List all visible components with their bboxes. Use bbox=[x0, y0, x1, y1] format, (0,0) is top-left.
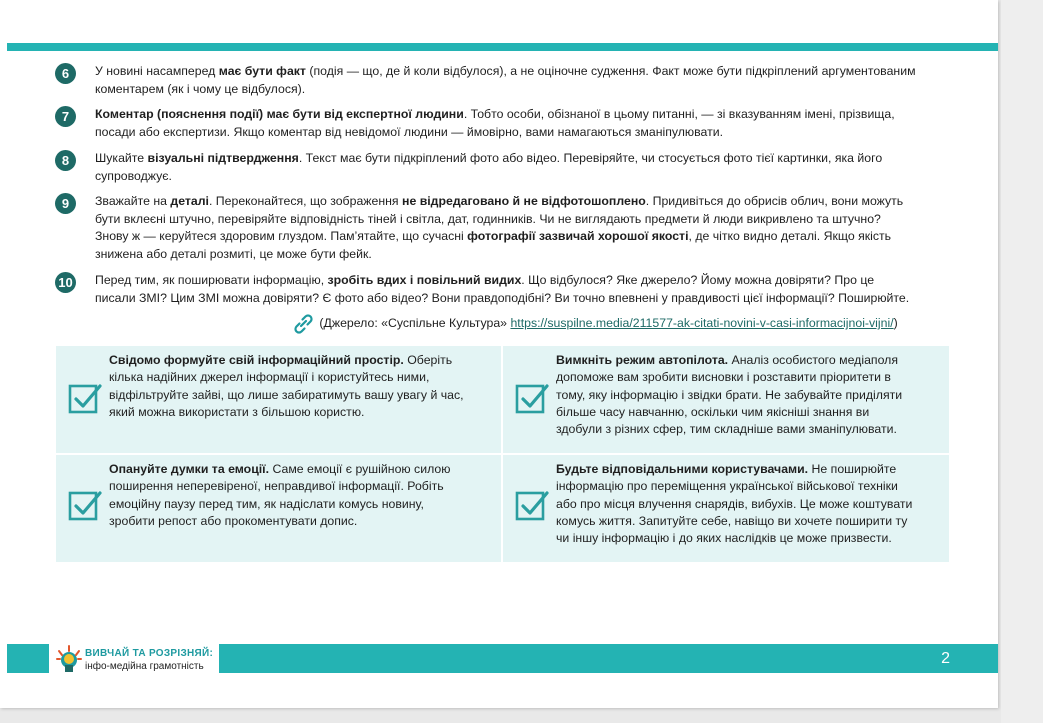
source-link[interactable]: https://suspilne.media/211577-ak-citati-novini-v-casi-informacijnoi-vijni/ bbox=[510, 316, 894, 330]
item-text bbox=[95, 63, 950, 98]
tip-card-responsible-users bbox=[503, 455, 949, 562]
number-badge: 9 bbox=[55, 193, 76, 214]
tip-line-text: більше часу навчанню, оскільки чим якісніші знання ви bbox=[556, 404, 870, 419]
tip-card-emotions bbox=[56, 455, 501, 562]
tip-line-text: Оберіть bbox=[403, 353, 453, 367]
logo-subtitle: інфо-медійна грамотність bbox=[85, 661, 204, 672]
bold-text: візуальні підтвердження bbox=[147, 151, 299, 165]
text-segment: . Тобто особи, обізнаної в цьому питанні, — зі вказуванням імені, прізвища, bbox=[463, 107, 895, 121]
tip-text bbox=[109, 461, 487, 530]
link-icon bbox=[290, 313, 316, 335]
text-segment: Перед тим, як поширювати інформацію, bbox=[95, 273, 328, 287]
item-text bbox=[95, 150, 950, 185]
tip-line bbox=[109, 387, 487, 404]
number-badge: 7 bbox=[55, 106, 76, 127]
text-line bbox=[95, 81, 950, 99]
checkbox-icon bbox=[513, 487, 551, 525]
tip-text bbox=[109, 352, 487, 421]
tip-line-text: емоційну паузу перед тим, як надіслати комусь новину, bbox=[109, 496, 424, 511]
tip-line bbox=[556, 387, 935, 404]
tip-line bbox=[109, 478, 487, 495]
source-prefix: (Джерело: «Суспільне Культура» bbox=[319, 316, 511, 330]
tip-title: Будьте відповідальними користувачами. bbox=[556, 462, 809, 476]
logo-icon bbox=[56, 645, 82, 673]
tip-line bbox=[556, 369, 935, 386]
text-line bbox=[95, 290, 950, 308]
bold-text: зробіть вдих і повільний видих bbox=[327, 273, 522, 287]
text-segment: Зважайте на bbox=[95, 194, 171, 208]
tip-text bbox=[556, 461, 935, 547]
tip-line-text: який можна використати з більшою користю. bbox=[109, 404, 365, 419]
footer-bar-left bbox=[7, 644, 49, 673]
source-citation bbox=[290, 312, 950, 334]
bold-text: фотографії зазвичай хорошої якості bbox=[467, 229, 689, 243]
viewer-background-strip bbox=[1001, 0, 1043, 723]
tip-line bbox=[556, 404, 935, 421]
text-segment: . Текст має бути підкріплений фото або відео. Перевіряйте, чи стосується фото тієї картинки, яка його bbox=[298, 151, 883, 165]
tip-line bbox=[556, 421, 935, 438]
bold-text: Коментар (пояснення події) має бути від експертної людини bbox=[95, 107, 464, 121]
checkbox-icon bbox=[513, 380, 551, 418]
tip-title: Вимкніть режим автопілота. bbox=[556, 353, 729, 367]
tip-title: Свідомо формуйте свій інформаційний простір. bbox=[109, 353, 404, 367]
tip-line-text: допоможе вам зробити висновки і розставити пріоритети в bbox=[556, 370, 891, 385]
text-line bbox=[95, 168, 950, 186]
text-segment: , де чітко видно деталі. Якщо якість bbox=[688, 229, 892, 243]
item-text bbox=[95, 193, 950, 263]
text-segment: (подія — що, де й коли відбулося), а не оціночне судження. Факт може бути підкріплений аргументованим bbox=[305, 64, 916, 78]
tip-title: Опануйте думки та емоції. bbox=[109, 462, 270, 476]
tip-line bbox=[109, 404, 487, 421]
text-segment: . Переконайтеся, що зображення bbox=[208, 194, 403, 208]
bold-text: має бути факт bbox=[218, 64, 306, 78]
tip-text bbox=[556, 352, 935, 438]
tip-line-text: тому, яку інформацію і звідки брати. Не забувайте приділяти bbox=[556, 387, 903, 402]
text-line bbox=[95, 246, 950, 264]
number-badge: 10 bbox=[55, 272, 76, 293]
text-line bbox=[95, 124, 950, 142]
tip-line bbox=[109, 461, 487, 478]
tip-line-text: комусь життя. Запитуйте себе, навіщо ви хочете поширити ту bbox=[556, 513, 908, 528]
item-text bbox=[95, 272, 950, 307]
bold-text: деталі bbox=[170, 194, 209, 208]
item-text bbox=[95, 106, 950, 141]
tip-line-text: зробити репост або прокоментувати допис. bbox=[109, 513, 358, 528]
top-accent-bar bbox=[7, 43, 998, 51]
tip-line-text: Аналіз особистого медіаполя bbox=[728, 353, 898, 367]
text-line bbox=[95, 272, 950, 290]
footer-bar bbox=[219, 644, 998, 673]
tip-line bbox=[556, 496, 935, 513]
tip-line bbox=[109, 352, 487, 369]
tip-line bbox=[556, 513, 935, 530]
number-badge: 6 bbox=[55, 63, 76, 84]
tip-line-text: відфільтруйте зайві, що лише забиратимуть вашу увагу й час, bbox=[109, 387, 464, 402]
text-segment: знижена або деталі розмиті, це може бути фейк. bbox=[95, 246, 372, 261]
source-suffix: ) bbox=[893, 316, 898, 330]
tip-line bbox=[556, 478, 935, 495]
tip-line-text: чи іншу інформацію і до яких наслідків це може призвести. bbox=[556, 531, 892, 546]
text-segment: посади або експертизи. Якщо коментар від невідомої людини — ймовірно, вами намагаються зманіпулювати. bbox=[95, 124, 724, 139]
bold-text: не відредаговано й не відфотошоплено bbox=[402, 194, 646, 208]
text-segment: бути вклеєні штучно, перевіряйте відповідність тіней і світла, дат, годинників. Чи не виглядають предмети й люди викривлено та штучно? bbox=[95, 211, 881, 226]
checkbox-icon bbox=[66, 380, 104, 418]
tip-card-info-space bbox=[56, 346, 501, 453]
text-segment: коментарем (як і чому це відбулося). bbox=[95, 81, 306, 96]
text-segment: Знову ж — керуйтеся здоровим глуздом. Пам’ятайте, що сучасні bbox=[95, 229, 468, 243]
text-line bbox=[95, 150, 950, 168]
tip-line bbox=[109, 513, 487, 530]
page-number: 2 bbox=[941, 650, 950, 667]
text-segment: Шукайте bbox=[95, 151, 148, 165]
tip-line-text: поширення неперевіреної, неправдивої інформації. Робіть bbox=[109, 479, 444, 494]
tip-line-text: здобули з різних сфер, тим складніше вами зманіпулювати. bbox=[556, 422, 897, 437]
text-segment: . Придивіться до обрисів облич, вони можуть bbox=[645, 194, 904, 208]
tip-line-text: Саме емоції є рушійною силою bbox=[269, 462, 451, 476]
logo-title: ВИВЧАЙ ТА РОЗРІЗНЯЙ: bbox=[85, 648, 214, 659]
number-badge: 8 bbox=[55, 150, 76, 171]
tip-line-text: інформацію про переміщення української військової техніки bbox=[556, 479, 898, 494]
tip-line bbox=[556, 461, 935, 478]
tip-line bbox=[109, 496, 487, 513]
text-segment: У новині насамперед bbox=[95, 64, 219, 78]
text-line bbox=[95, 193, 950, 211]
checkbox-icon bbox=[66, 487, 104, 525]
text-line bbox=[95, 106, 950, 124]
tip-line-text: Не поширюйте bbox=[808, 462, 897, 476]
text-line bbox=[95, 211, 950, 229]
project-logo bbox=[56, 643, 216, 675]
text-line bbox=[95, 63, 950, 81]
tip-card-autopilot bbox=[503, 346, 949, 453]
text-line bbox=[95, 228, 950, 246]
tip-line-text: кілька надійних джерел інформації і користуйтесь ними, bbox=[109, 370, 430, 385]
tip-line-text: або про місця влучення снарядів, вибухів. Це може коштувати bbox=[556, 496, 913, 511]
tip-line bbox=[109, 369, 487, 386]
text-segment: писали ЗМІ? Цим ЗМІ можна довіряти? Є фото або відео? Вони правдоподібні? Ви точно впевнені у правдивості цієї інформації? Поширюйте. bbox=[95, 290, 910, 305]
tip-line bbox=[556, 530, 935, 547]
tip-line bbox=[556, 352, 935, 369]
text-segment: супроводжує. bbox=[95, 168, 172, 183]
text-segment: . Що відбулося? Яке джерело? Йому можна довіряти? Про це bbox=[521, 273, 875, 287]
